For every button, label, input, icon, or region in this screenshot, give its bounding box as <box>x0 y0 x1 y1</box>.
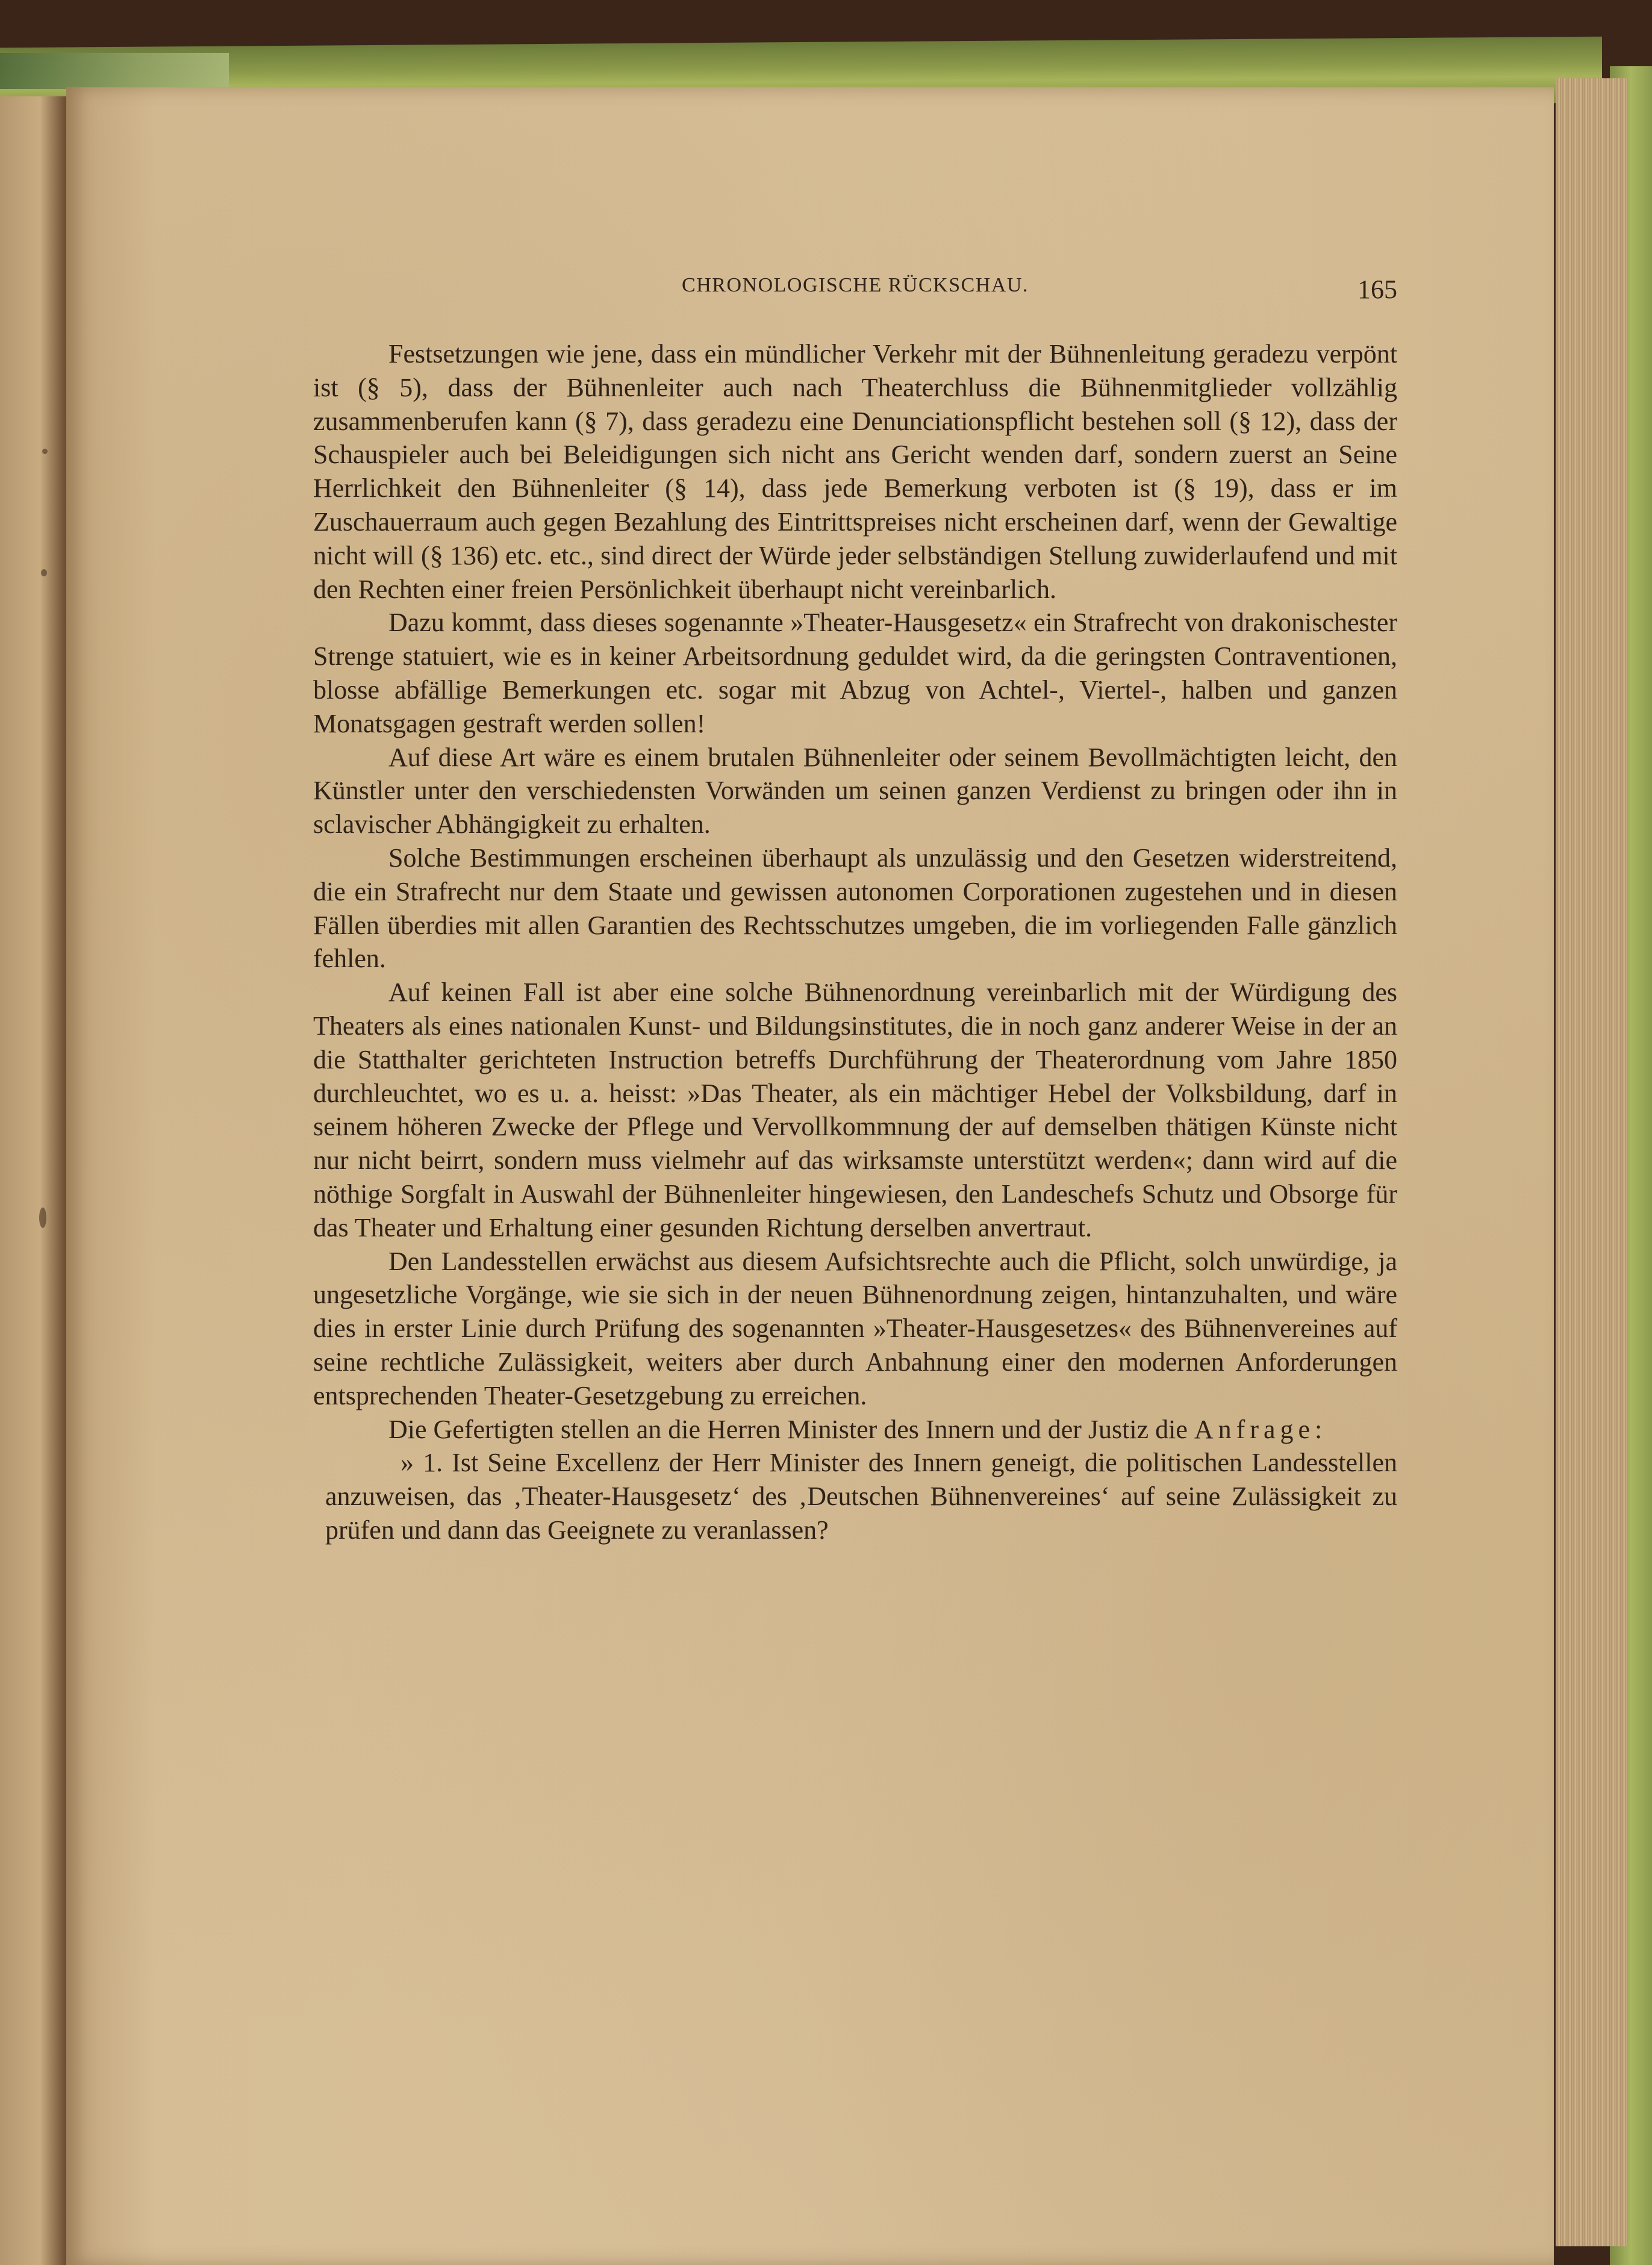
paragraph: Auf diese Art wäre es einem brutalen Bühnenleiter oder seinem Bevollmächtigten leicht, den Künstler unter den verschiedensten Vorwänden um seinen ganzen Verdienst zu bringen oder ihn in sclavischer Abhängigkeit zu erhalten. <box>313 742 1397 840</box>
paragraph: Festsetzungen wie jene, dass ein mündlicher Verkehr mit der Bühnenleitung geradezu verpönt ist (§ 5), dass der Bühnenleiter auch nach Theaterchluss die Bühnenmitglieder vollzählig zusammenberufen kann (§ 7), dass geradezu eine Denunciationspflicht bestehen soll (§ 12), dass der Schauspieler auch bei Beleidigungen sich nicht ans Gericht wenden darf, sondern zuerst an Seine Herrlichkeit den Bühnenleiter (§ 14), dass jede Bemerkung verboten ist (§ 19), dass er im Zuschauerraum auch gegen Bezahlung des Eintrittspreises nicht erscheinen darf, wenn der Gewaltige nicht will (§ 136) etc. etc., sind direct der Würde jeder selbständigen Stellung zuwiderlaufend und mit den Rechten einer freien Persönlichkeit überhaupt nicht vereinbarlich. <box>313 339 1397 604</box>
book-page <box>66 87 1554 2265</box>
anfrage-spaced-word: Anfrage: <box>1194 1414 1327 1444</box>
page-number: 165 <box>1357 275 1397 304</box>
running-head-title: CHRONOLOGISCHE RÜCKSCHAU. <box>682 274 1029 296</box>
body-text <box>313 337 1397 1547</box>
anfrage-paragraph <box>313 1413 1397 1447</box>
paragraph: Dazu kommt, dass dieses sogenannte »Theater-Hausgesetz« ein Strafrecht von drakonischester Strenge statuiert, wie es in keiner Arbeitsordnung geduldet wird, da die geringsten Contraventionen, blosse abfällige Bemerkungen etc. sogar mit Abzug von Achtel-, Viertel-, halben und ganzen Monatsgagen gestraft werden sollen! <box>313 608 1397 738</box>
running-head <box>313 274 1397 310</box>
paragraph: Auf keinen Fall ist aber eine solche Bühnenordnung vereinbarlich mit der Würdigung des Theaters als eines nationalen Kunst- und Bildungsinstitutes, die in noch ganz anderer Weise in der an die Statthalter gerichteten Instruction betreffs Durchführung der Theaterordnung vom Jahre 1850 durchleuchtet, wo es u. a. heisst: »Das Theater, als ein mächtiger Hebel der Volksbildung, darf in seinem höheren Zwecke der Pflege und Vervollkommnung der auf demselben thätigen Künste nicht nur nicht beirrt, sondern muss vielmehr auf das wirksamste unterstützt werden«; dann wird auf die nöthige Sorgfalt in Auswahl der Bühnenleiter hingewiesen, den Landeschefs Schutz und Obsorge für das Theater und Erhaltung einer gesunden Richtung derselben anvertraut. <box>313 977 1397 1242</box>
quoted-question: » 1. Ist Seine Excellenz der Herr Minister des Innern geneigt, die politischen Landesstellen anzuweisen, das ‚Theater-Hausgesetz‘ des ‚Deutschen Bühnenvereines‘ auf seine Zulässigkeit zu prüfen und dann das Geeignete zu veranlassen? <box>325 1448 1397 1545</box>
paragraph: Solche Bestimmungen erscheinen überhaupt als unzulässig und den Gesetzen widerstreitend, die ein Strafrecht nur dem Staate und gewissen autonomen Corporationen zugestehen und in diesen Fällen überdies mit allen Garantien des Rechtsschutzes umgeben, die im vorliegenden Falle gänzlich fehlen. <box>313 843 1397 974</box>
paper-speck <box>39 1207 46 1228</box>
paper-speck <box>42 449 48 454</box>
binding-ribbon <box>0 53 229 89</box>
paragraph: Den Landesstellen erwächst aus diesem Aufsichtsrechte auch die Pflicht, solch unwürdige, ja ungesetzliche Vorgänge, wie sie sich in der neuen Bühnenordnung zeigen, hintanzuhalten, und wäre dies in erster Linie durch Prüfung des sogenannten »Theater-Hausgesetzes« des Bühnenvereines auf seine rechtliche Zulässigkeit, weiters aber durch Anbahnung einer den modernen Anforderungen entsprechenden Theater-Gesetzgebung zu erreichen. <box>313 1246 1397 1410</box>
facing-page-edge <box>0 96 66 2265</box>
paper-speck <box>41 569 47 576</box>
page-stack-edge <box>1556 78 1628 2246</box>
anfrage-lead: Die Gefertigten stellen an die Herren Minister des Innern und der Justiz die <box>388 1414 1188 1444</box>
